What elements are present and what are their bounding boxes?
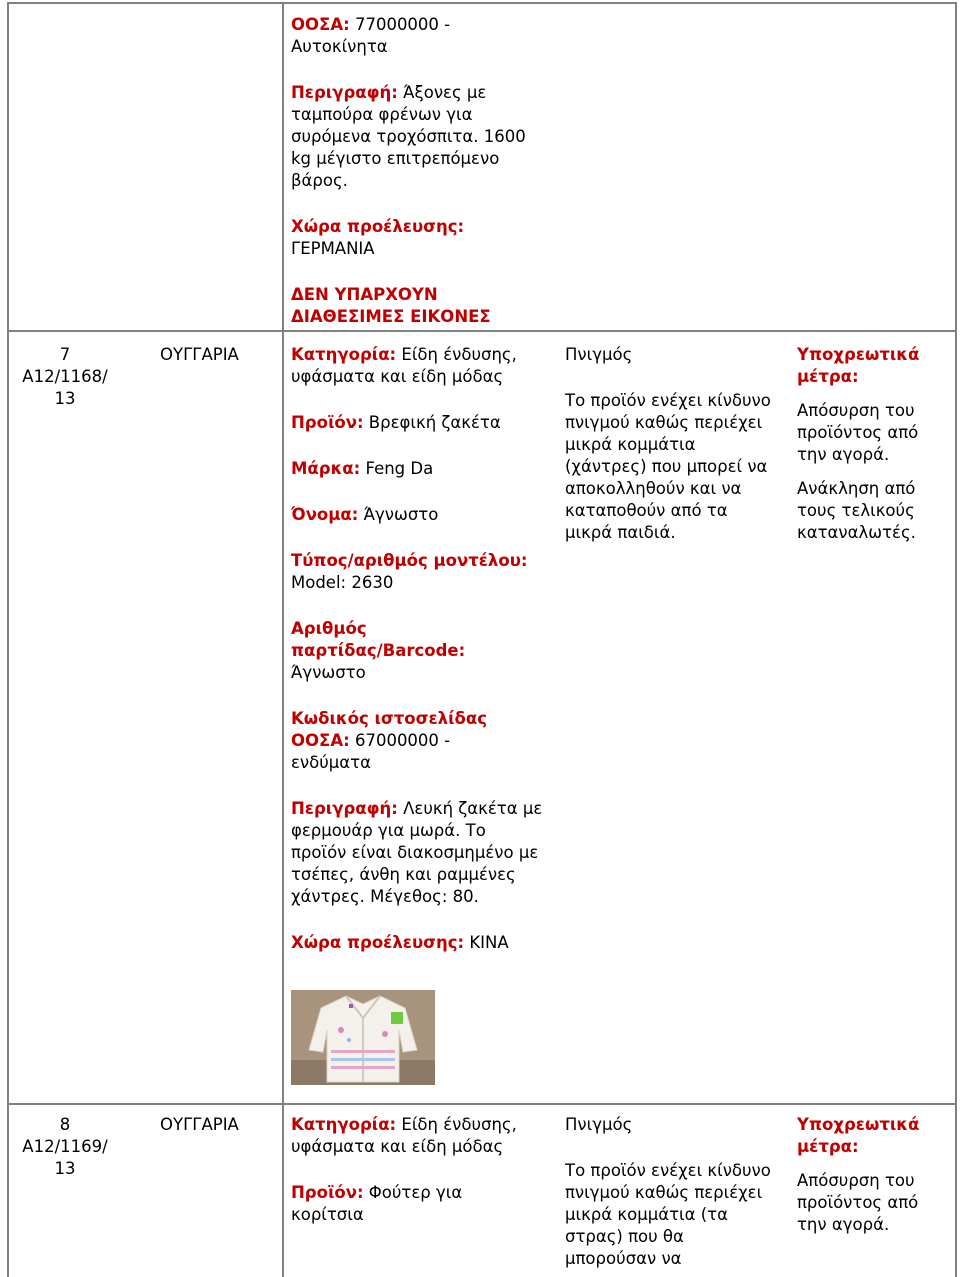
row-year: 13 — [54, 389, 76, 408]
product-details-cell — [291, 344, 553, 954]
row-reference: A12/1169/ — [22, 1137, 108, 1156]
model: Τύπος/αριθμός μοντέλου: Model: 2630 — [291, 551, 528, 592]
measure-withdrawal: Απόσυρση του προϊόντος από την αγορά. — [797, 1171, 919, 1234]
description: Περιγραφή: Άξονες με ταμπούρα φρένων για συρόμενα τροχόσπιτα. 1600 kg μέγιστο επιτρεπόμενο βάρος. — [291, 83, 526, 190]
measures-cell — [797, 344, 947, 544]
table-border-right — [955, 2, 957, 1277]
product: Προϊόν: Βρεφική ζακέτα — [291, 413, 501, 432]
description: Περιγραφή: Λευκή ζακέτα με φερμουάρ για μωρά. Το προϊόν είναι διακοσμημένο με τσέπες, άνθη και ραμμένες χάντρες. Μέγεθος: 80. — [291, 799, 543, 906]
country-cell: ΟΥΓΓΑΡΙΑ — [160, 345, 239, 364]
row-reference: A12/1168/ — [22, 367, 108, 386]
measures-label: Υποχρεωτικά μέτρα: — [797, 1115, 920, 1156]
jacket-image — [291, 990, 435, 1085]
measure-withdrawal: Απόσυρση του προϊόντος από την αγορά. — [797, 401, 919, 464]
risk-title: Πνιγμός — [565, 1115, 633, 1134]
country-of-origin: Χώρα προέλευσης: ΓΕΡΜΑΝΙΑ — [291, 217, 465, 258]
product-details-cell — [291, 1114, 553, 1226]
risk-title: Πνιγμός — [565, 345, 633, 364]
risk-description: Το προϊόν ενέχει κίνδυνο πνιγμού καθώς περιέχει μικρά κομμάτια (τα στρας) που θα μπορούσαν να — [565, 1161, 771, 1268]
risk-cell — [565, 344, 785, 544]
batch-barcode: Αριθμός παρτίδας/Barcode: Άγνωστο — [291, 619, 466, 682]
measures-label: Υποχρεωτικά μέτρα: — [797, 345, 920, 386]
column-divider — [282, 2, 284, 1277]
row-number: 8 — [59, 1115, 71, 1134]
category: Κατηγορία: Είδη ένδυσης, υφάσματα και είδη μόδας — [291, 345, 517, 386]
risk-description: Το προϊόν ενέχει κίνδυνο πνιγμού καθώς περιέχει μικρά κομμάτια (χάντρες) που μπορεί να αποκολληθούν και να καταποθούν από τα μικρά παιδιά. — [565, 391, 771, 542]
measure-recall: Ανάκληση από τους τελικούς καταναλωτές. — [797, 479, 916, 542]
row-number-cell — [10, 344, 120, 410]
oosa-code: ΟΟΣΑ: 77000000 - Αυτοκίνητα — [291, 15, 451, 56]
risk-cell — [565, 1114, 785, 1270]
row-divider — [7, 330, 957, 332]
row-number: 7 — [59, 345, 71, 364]
country-cell: ΟΥΓΓΑΡΙΑ — [160, 1115, 239, 1134]
category: Κατηγορία: Είδη ένδυσης, υφάσματα και είδη μόδας — [291, 1115, 517, 1156]
country-of-origin: Χώρα προέλευσης: ΚΙΝΑ — [291, 933, 509, 952]
row-number-cell — [10, 1114, 120, 1180]
row-divider — [7, 1103, 957, 1105]
table-border-left — [7, 2, 9, 1277]
row-year: 13 — [54, 1159, 76, 1178]
previous-row-details — [291, 14, 531, 328]
product: Προϊόν: Φούτερ για κορίτσια — [291, 1183, 463, 1224]
website-oosa-code: Κωδικός ιστοσελίδας ΟΟΣΑ: 67000000 - ενδύματα — [291, 709, 487, 772]
no-images-notice: ΔΕΝ ΥΠΑΡΧΟΥΝ ΔΙΑΘΕΣΙΜΕΣ ΕΙΚΟΝΕΣ — [291, 285, 491, 326]
measures-cell — [797, 1114, 947, 1236]
table-border-top — [7, 2, 957, 4]
brand: Μάρκα: Feng Da — [291, 459, 434, 478]
name: Όνομα: Άγνωστο — [291, 505, 439, 524]
product-photo-jacket — [291, 990, 435, 1085]
